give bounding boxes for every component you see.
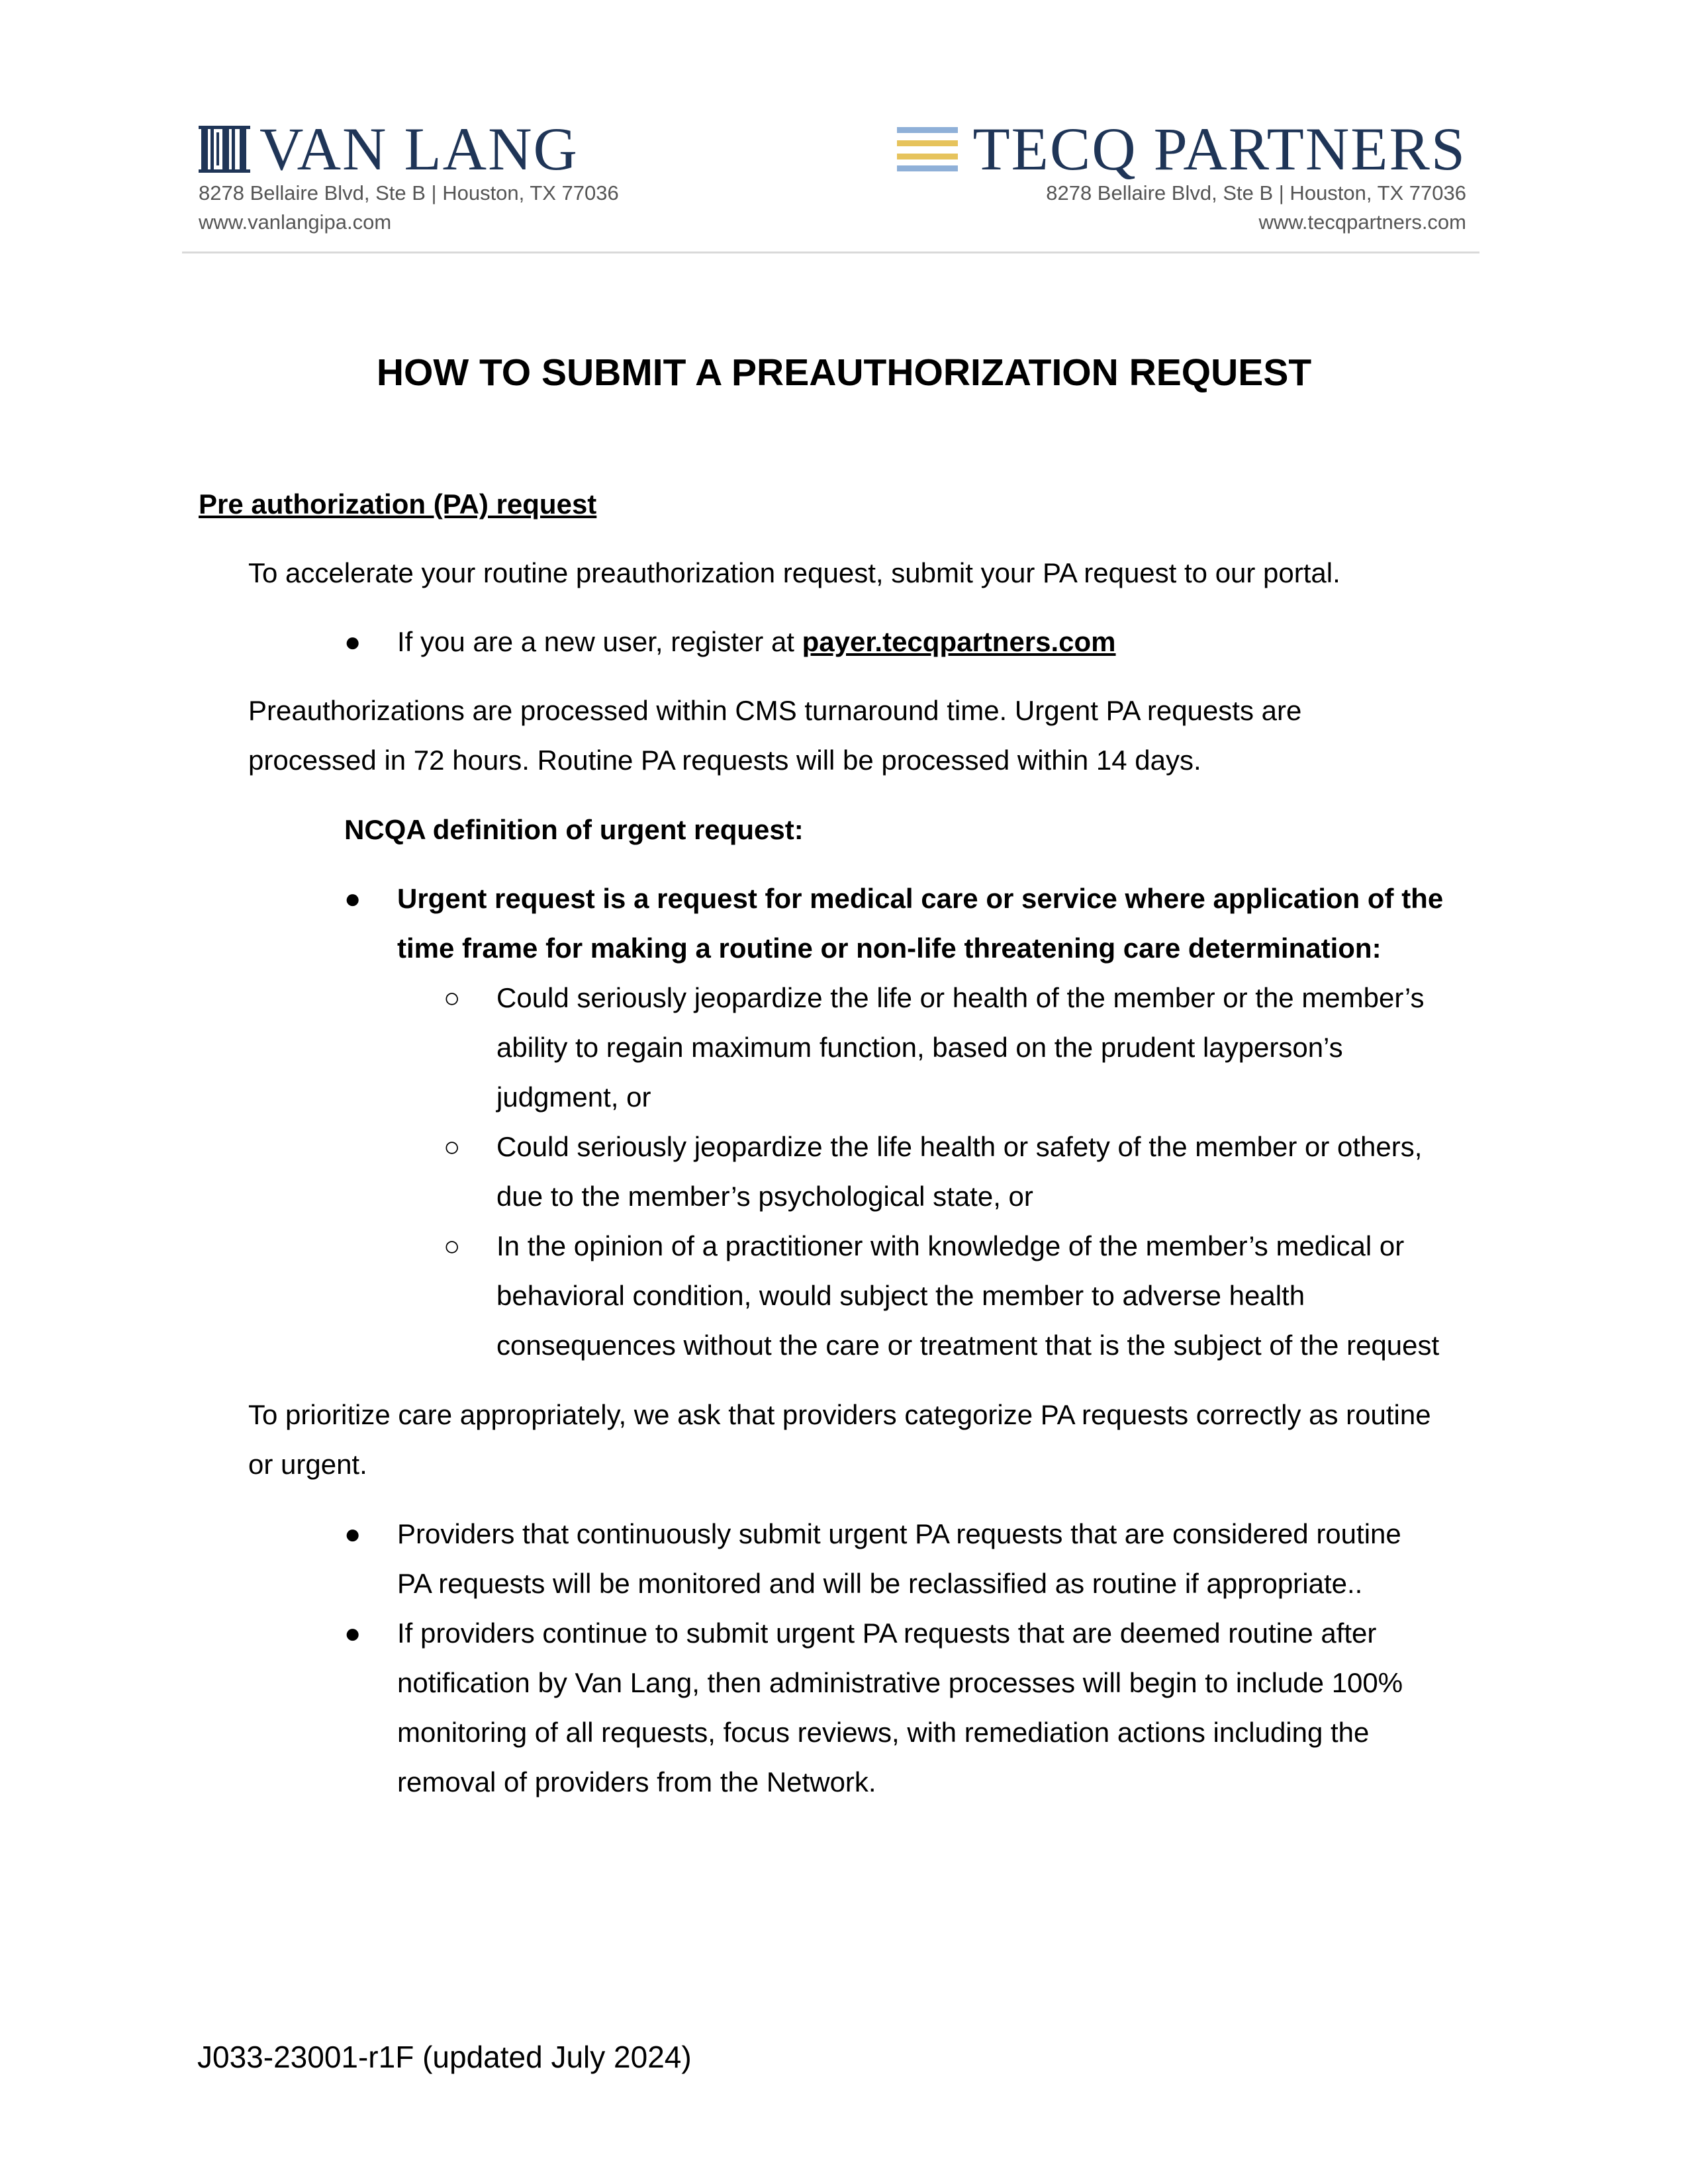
bullet-circle-icon: ○ (444, 1131, 461, 1162)
van-lang-name: VAN LANG (259, 115, 579, 183)
bullet-circle-icon: ○ (444, 1230, 461, 1261)
provider-bullet-2-line-2: notification by Van Lang, then administrative processes will begin to include 100% (397, 1667, 1403, 1698)
letterhead (182, 113, 1479, 253)
sub-bullet-1-line-2: ability to regain maximum function, based on the prudent layperson’s (496, 1032, 1343, 1063)
sub-bullet-1-line-3: judgment, or (496, 1081, 651, 1113)
ncqa-heading: NCQA definition of urgent request: (344, 814, 804, 845)
bullet-dot-icon: ● (344, 1518, 361, 1549)
processing-line-2: processed in 72 hours. Routine PA requests will be processed within 14 days. (248, 745, 1201, 776)
sub-bullet-3-line-3: consequences without the care or treatment that is the subject of the request (496, 1330, 1440, 1361)
document-code-footer: J033-23001-r1F (updated July 2024) (197, 2040, 692, 2074)
register-bullet (397, 617, 1509, 667)
van-lang-logo-block (199, 115, 619, 237)
van-lang-website: www.vanlangipa.com (199, 210, 392, 234)
sub-bullet-2-line-2: due to the member’s psychological state, or (496, 1181, 1033, 1212)
sub-bullet-1-line-1: Could seriously jeopardize the life or health of the member or the member’s (496, 982, 1425, 1013)
provider-bullet-2-line-1: If providers continue to submit urgent PA requests that are deemed routine after (397, 1617, 1377, 1649)
sub-bullet-3-line-1: In the opinion of a practitioner with knowledge of the member’s medical or (496, 1230, 1405, 1261)
tecq-partners-logo-block (897, 115, 1466, 237)
portal-link[interactable]: payer.tecqpartners.com (802, 626, 1116, 657)
document-title: HOW TO SUBMIT A PREAUTHORIZATION REQUEST (376, 351, 1312, 394)
van-lang-brand (199, 115, 619, 183)
bullet-dot-icon: ● (344, 626, 361, 657)
section-heading: Pre authorization (PA) request (199, 488, 597, 520)
bullet-dot-icon: ● (344, 883, 361, 914)
prioritize-line-1: To prioritize care appropriately, we ask that providers categorize PA requests correctly as routine (248, 1399, 1431, 1430)
tecq-partners-stripes-icon (897, 126, 958, 172)
van-lang-address: 8278 Bellaire Blvd, Ste B | Houston, TX 77036 (199, 181, 619, 205)
sub-bullet-3-line-2: behavioral condition, would subject the member to adverse health (496, 1280, 1305, 1311)
tecq-partners-website: www.tecqpartners.com (1258, 210, 1466, 234)
tecq-partners-address: 8278 Bellaire Blvd, Ste B | Houston, TX 77036 (1046, 181, 1466, 205)
bullet-dot-icon: ● (344, 1617, 361, 1649)
sub-bullet-2-line-1: Could seriously jeopardize the life health or safety of the member or others, (496, 1131, 1423, 1162)
provider-bullet-2-line-4: removal of providers from the Network. (397, 1766, 876, 1797)
register-prefix: If you are a new user, register at (397, 626, 802, 657)
urgent-def-line-1: Urgent request is a request for medical care or service where application of the (397, 883, 1444, 914)
tecq-partners-name: TECQ PARTNERS (972, 115, 1466, 183)
urgent-def-line-2: time frame for making a routine or non-life threatening care determination: (397, 933, 1382, 964)
provider-bullet-1-line-1: Providers that continuously submit urgent PA requests that are considered routine (397, 1518, 1401, 1549)
intro-paragraph: To accelerate your routine preauthorization request, submit your PA request to our portal. (248, 557, 1340, 588)
processing-line-1: Preauthorizations are processed within CMS turnaround time. Urgent PA requests are (248, 695, 1302, 726)
provider-bullet-1-line-2: PA requests will be monitored and will be reclassified as routine if appropriate.. (397, 1568, 1363, 1599)
van-lang-pillars-icon (199, 123, 250, 175)
bullet-circle-icon: ○ (444, 982, 461, 1013)
tecq-partners-brand (897, 115, 1466, 183)
provider-bullet-2-line-3: monitoring of all requests, focus reviews, with remediation actions including the (397, 1717, 1370, 1748)
prioritize-line-2: or urgent. (248, 1449, 367, 1480)
